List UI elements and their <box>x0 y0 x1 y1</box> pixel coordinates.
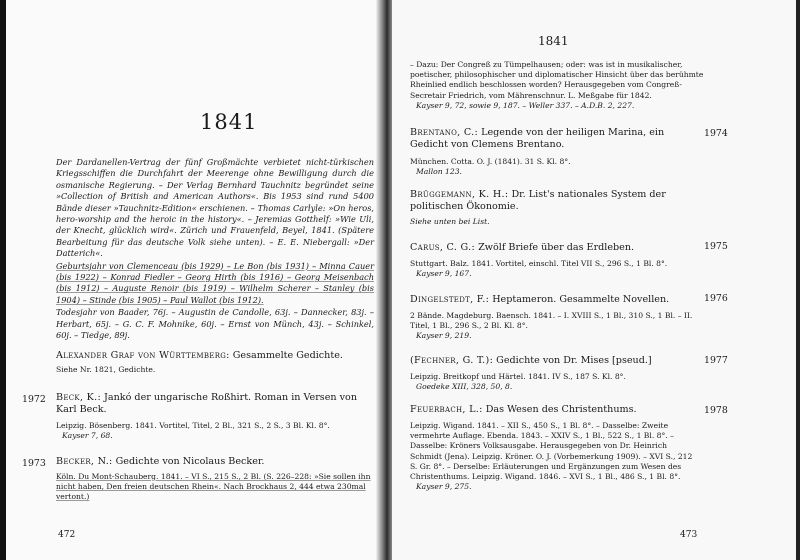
entry-title <box>410 404 698 416</box>
intro-events: Der Dardanellen-Vertrag der fünf Großmächte verbietet nicht-türkischen Kriegsschiffen die Durchfahrt der Meerenge ohne Bewilligung durch die osmanische Regierung. – Der Verlag Bernhard Tauchnitz begründet seine »Collection of British and American Authors«. Bis 1953 sind rund 5400 Bände dieser »Tauchnitz-Edition« erschienen. – Thomas Carlyle: »On heros, hero-worship and the heroic in the history«. – Jeremias Gotthelf: »Wie Uli, der Knecht, glücklich wird«. Zürich und Frauenfeld, Beyel, 1841. (Spätere Bearbeitung für das deutsche Volk siehe unten). – E. E. Niebergall: »Der Datterich«. <box>56 157 374 259</box>
intro-section <box>56 157 374 342</box>
entry-reference: Goedeke XIII, 328, 50, 8. <box>416 382 513 392</box>
entry-1972 <box>56 392 372 441</box>
entry-detail: 2 Bände. Magdeburg. Baensch. 1841. – I. XVIII S., 1 Bl., 310 S., 1 Bl. – II. Titel, 1 Bl., 296 S., 2 Bl. Kl. 8°. <box>410 311 693 331</box>
entry-title-text: Gesammelte Gedichte. <box>229 350 343 361</box>
entry-author: Brentano, C.: <box>410 127 479 138</box>
births-line: Geburtsjahr von Clemenceau (bis 1929) – Le Bon (bis 1931) – Minna Cauer (bis 1922) – Konrad Fiedler – Georg Hirth (bis 1916) – Georg Meisenbach (bis 1912) – Auguste Renoir (bis 1919) – Wilhelm Scherer – Stanley (bis 1904) – Stinde (bis 1905) – Paul Wallot (bis 1912). <box>56 260 374 305</box>
entry-reference: Kayser 9, 219. <box>416 331 472 341</box>
entry-number: 1977 <box>704 355 728 366</box>
entry-1974 <box>410 127 698 177</box>
entry-title <box>56 392 372 416</box>
entry-title-text: Gedichte von Nicolaus Becker. <box>112 456 265 467</box>
entry-number: 1975 <box>704 241 728 252</box>
entry-number: 1976 <box>704 293 728 304</box>
entry-1975 <box>410 242 698 279</box>
entry-number: 1973 <box>22 458 46 469</box>
entry-reference: Mallon 123. <box>416 167 462 177</box>
entry-reference: Kayser 9, 275. <box>416 482 472 492</box>
year-heading: 1841 <box>200 110 258 134</box>
entry-title-text: Heptameron. Gesammelte Novellen. <box>489 294 670 305</box>
entry-detail: Leipzig. Breitkopf und Härtel. 1841. IV S., 187 S. Kl. 8°. <box>410 372 626 381</box>
entry-detail: Leipzig. Bösenberg. 1841. Vortitel, Titel, 2 Bl., 321 S., 2 S., 3 Bl. Kl. 8°. <box>56 421 330 430</box>
entry-1973 <box>56 456 372 503</box>
entry-title <box>410 294 698 306</box>
entry-reference: Kayser 7, 68. <box>62 431 113 441</box>
entry-title-text: Legende von der heiligen Marina, ein Gedicht von Clemens Brentano. <box>410 127 665 150</box>
entry-author: Feuerbach, L.: <box>410 404 483 415</box>
page-edge-shadow <box>796 0 800 560</box>
entry-title-text: Zwölf Briefe über das Erdleben. <box>475 242 635 253</box>
entry-author: (Fechner, G. T.): <box>410 355 494 366</box>
entry-reference: Siehe unten bei List. <box>410 217 490 226</box>
entry-title <box>410 189 698 213</box>
left-page <box>0 0 382 560</box>
entry-author: Alexander Graf von Württemberg: <box>56 350 230 361</box>
entry-detail: Leipzig. Wigand. 1841. – XII S., 450 S., 1 Bl. 8°. – Dasselbe: Zweite vermehrte Auflage. Ebenda. 1843. – XXIV S., 1 Bl., 522 S., 1 Bl. 8°. – Dasselbe: Kröners Volksausgabe. Herausgegeben von Dr. Heinrich Schmidt (Jena). Leipzig. Kröner. O. J. (Vorbemerkung 1909). – XVI S., 212 S. Gr. 8°. – Derselbe: Erläuterungen und Ergänzungen zum Wesen des Christenthums. Leipzig. Wigand. 1846. – XVI S., 1 Bl., 486 S., 1 Bl. 8°. <box>410 421 693 482</box>
running-head: 1841 <box>538 34 569 48</box>
entry-title-text: Dr. List's nationales System der politischen Ökonomie. <box>410 189 666 212</box>
deaths-line: Todesjahr von Baader, 76j. – Augustin de Candolle, 63j. – Dannecker, 83j. – Herbart, 65j. – G. C. F. Mohnike, 60j. – Ernst von Münch, 43j. – Schinkel, 60j. – Tiedge, 89j. <box>56 307 374 341</box>
entry-title <box>410 355 698 367</box>
entry-author: Brüggemann, K. H.: <box>410 189 509 200</box>
entry-title <box>56 456 372 468</box>
entry-1978 <box>410 404 698 492</box>
entry-author: Carus, C. G.: <box>410 242 476 253</box>
entry-reference: Kayser 9, 167. <box>416 269 472 279</box>
entry-brueggemann <box>410 189 698 227</box>
entry-number: 1972 <box>22 394 46 405</box>
entry-1976 <box>410 294 698 342</box>
entry-author: Dingelstedt, F.: <box>410 294 490 305</box>
entry-author: Becker, N.: <box>56 456 113 467</box>
entry-detail: Stuttgart. Balz. 1841. Vortitel, einschl. Titel VII S., 296 S., 1 Bl. 8°. <box>410 259 668 268</box>
entry-title <box>410 127 698 151</box>
entry-detail: Siehe Nr. 1821, Gedichte. <box>56 365 156 374</box>
page-edge-shadow <box>0 0 6 560</box>
entry-detail: München. Cotta. O. J. (1841). 31 S. Kl. 8°. <box>410 157 571 166</box>
continuation-text: – Dazu: Der Congreß zu Tümpelhausen; oder: was ist in musikalischer, poetischer, philosophischer und diplomatischer Hinsicht über das berühmte Rheinlied endlich beschlossen worden? Herausgegeben vom Congreß-Secretair Friedrich, vom Mährenschnur. L. Meßgabe für 1842. <box>410 60 704 100</box>
continuation-block <box>410 60 706 111</box>
entry-number: 1978 <box>704 405 728 416</box>
continuation-reference: Kayser 9, 72, sowie 9, 187. – Weller 337. – A.D.B. 2, 227. <box>416 100 635 110</box>
entry-detail: Köln. Du Mont-Schauberg. 1841. – VI S., 215 S., 2 Bl. (S. 226–228: »Sie sollen ihn nicht haben, Den freien deutschen Rhein«. Nach Brockhaus 2, 444 etwa 230mal vertont.) <box>56 472 371 502</box>
page-number: 472 <box>58 530 76 540</box>
entry-title <box>410 242 698 254</box>
entry-title-text: Das Wesen des Christenthums. <box>482 404 637 415</box>
entry-alexander <box>56 350 372 375</box>
entry-number: 1974 <box>704 128 728 139</box>
entry-title-text: Gedichte von Dr. Mises [pseud.] <box>493 355 652 366</box>
entry-1977 <box>410 355 698 392</box>
entry-author: Beck, K.: <box>56 392 101 403</box>
right-page <box>392 0 800 560</box>
entry-title-text: Jankó der ungarische Roßhirt. Roman in Versen von Karl Beck. <box>56 392 358 415</box>
page-number: 473 <box>680 530 698 540</box>
entry-title <box>56 350 372 362</box>
